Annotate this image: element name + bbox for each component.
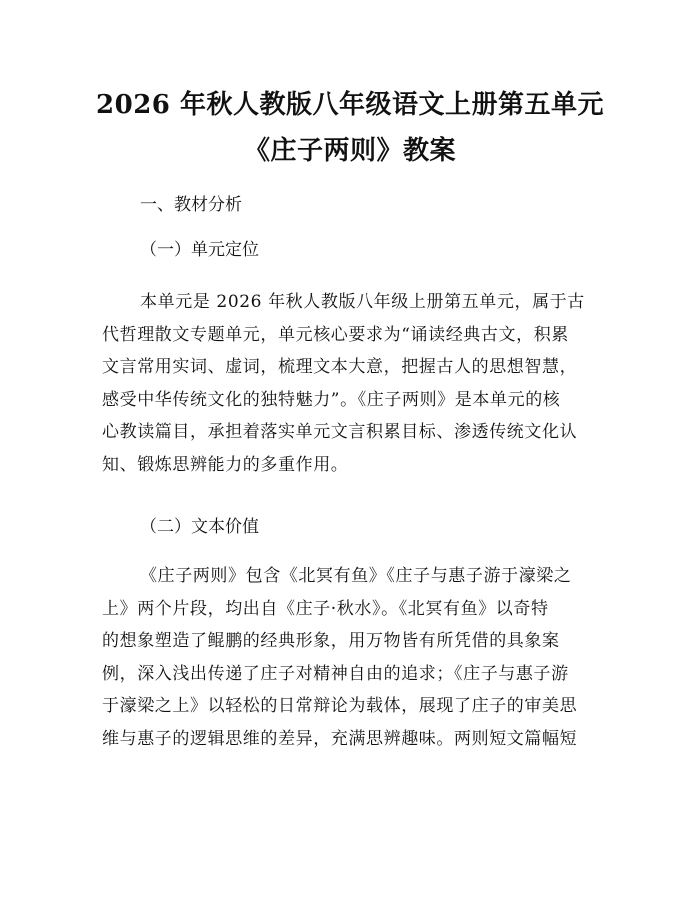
- subsection-heading-unit-positioning: （一）单元定位: [140, 240, 259, 260]
- document-title-line-2: 《庄子两则》教案: [243, 136, 456, 166]
- paragraph-line: 例，深入浅出传递了庄子对精神自由的追求；《庄子与惠子游: [102, 663, 569, 684]
- paragraph-line: 的想象塑造了鲲鹏的经典形象，用万物皆有所凭借的具象案: [102, 631, 560, 651]
- paragraph-line: 本单元是 2026 年秋人教版八年级上册第五单元，属于古: [140, 292, 585, 312]
- paragraph-line: 维与惠子的逻辑思维的差异，充满思辨趣味。两则短文篇幅短: [102, 728, 578, 749]
- paragraph-text-value: [102, 560, 602, 755]
- paragraph-line: 《庄子两则》包含《北冥有鱼》《庄子与惠子游于濠梁之: [140, 566, 572, 586]
- document-title-line-1: 2026 年秋人教版八年级语文上册第五单元: [96, 90, 604, 120]
- paragraph-line: 代哲理散文专题单元，单元核心要求为“诵读经典古文，积累: [102, 324, 569, 345]
- paragraph-unit-positioning: [102, 286, 602, 481]
- paragraph-line: 知、锻炼思辨能力的多重作用。: [102, 454, 349, 475]
- paragraph-line: 感受中华传统文化的独特魅力”。《庄子两则》是本单元的核: [102, 389, 561, 410]
- paragraph-line: 心教读篇目，承担着落实单元文言积累目标、渗透传统文化认: [102, 422, 578, 442]
- paragraph-line: 文言常用实词、虚词，梳理文本大意，把握古人的思想智慧，: [102, 357, 578, 377]
- paragraph-line: 上》两个片段，均出自《庄子·秋水》。《北冥有鱼》以奇特: [102, 598, 549, 619]
- subsection-heading-text-value: （二）文本价值: [140, 517, 259, 537]
- section-heading-textbook-analysis: 一、教材分析: [140, 195, 242, 215]
- paragraph-line: 于濠梁之上》以轻松的日常辩论为载体，展现了庄子的审美思: [102, 696, 578, 716]
